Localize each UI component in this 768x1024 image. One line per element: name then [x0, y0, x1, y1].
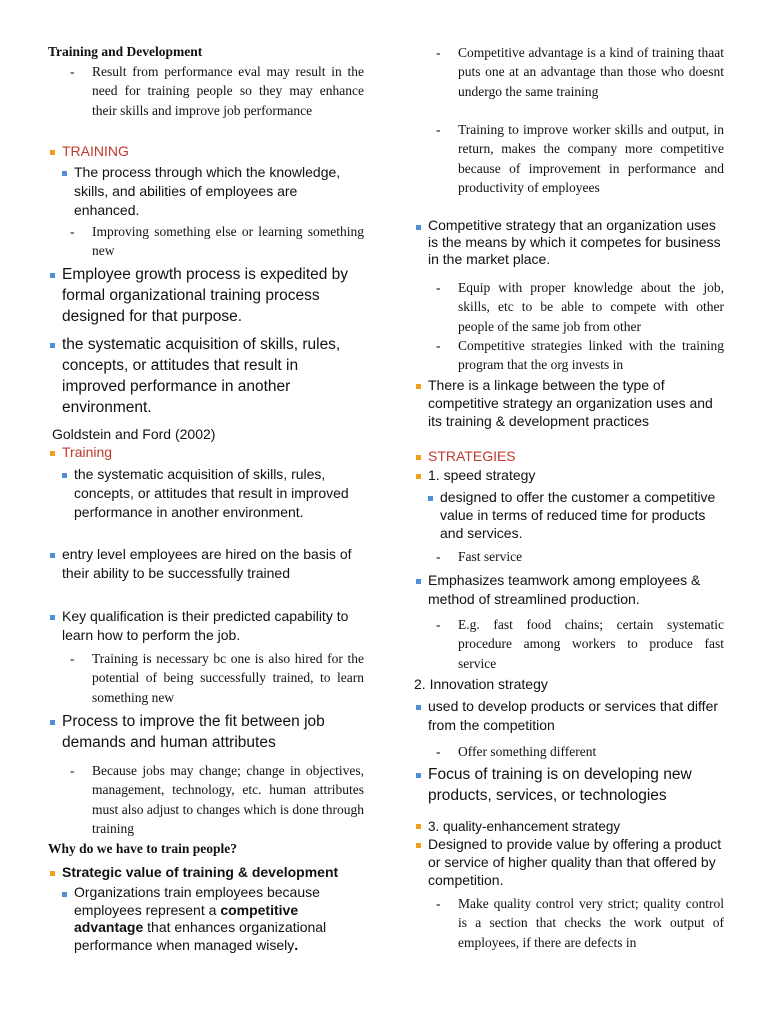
org-text-post: that enhances organizational performance when managed wisely: [74, 919, 327, 953]
systematic-text: the systematic acquisition of skills, rules, concepts, or attitudes that result in improved performance in another environment.: [62, 336, 341, 416]
training-label: TRAINING: [62, 143, 129, 159]
bullet-growth: [48, 264, 364, 327]
blue-square-bullet-icon: [62, 171, 67, 176]
dash-item: - Because jobs may change; change in objectives, management, technology, etc. human attributes must also adjust to changes which is done through training: [48, 761, 364, 838]
strategic-value-text: Strategic value of training & development: [62, 864, 339, 880]
blue-square-bullet-icon: [416, 705, 421, 710]
entry-level-text: entry level employees are hired on the basis of their ability to be successfully trained: [62, 546, 352, 581]
bullet-training: [48, 142, 364, 161]
org-text-bold: competitive advantage: [74, 901, 299, 935]
bullet-quality-description: [414, 835, 724, 889]
systematic-text-2: the systematic acquisition of skills, rules, concepts, or attitudes that result in improved performance in another environment.: [74, 466, 349, 520]
bullet-focus: [414, 764, 724, 806]
training-definition: The process through which the knowledge, skills, and abilities of employees are enhanced.: [74, 164, 341, 218]
teamwork-text: Emphasizes teamwork among employees & method of streamlined production.: [428, 572, 701, 607]
bullet-training-2: [48, 443, 364, 462]
bullet-organizations: [48, 884, 364, 954]
blue-square-bullet-icon: [416, 773, 421, 778]
dash-item: - Improving something else or learning something new: [48, 222, 364, 261]
dash-item: - Training is necessary bc one is also hired for the potential of being successfully trained, to learn something new: [48, 649, 364, 707]
bullet-process: [48, 711, 364, 753]
process-text: Process to improve the fit between job demands and human attributes: [62, 713, 325, 751]
strategies-label: STRATEGIES: [428, 448, 516, 464]
quality-strategy-text: 3. quality-enhancement strategy: [428, 819, 621, 834]
blue-square-bullet-icon: [416, 225, 421, 230]
speed-strategy-text: 1. speed strategy: [428, 467, 536, 483]
bullet-training-definition: [48, 163, 364, 220]
bullet-systematic-2: [48, 465, 364, 522]
bullet-entry-level: [48, 545, 364, 583]
orange-square-bullet-icon: [50, 451, 55, 456]
citation: Goldstein and Ford (2002): [52, 426, 216, 442]
why-heading: Why do we have to train people?: [48, 841, 237, 856]
speed-description-text: designed to offer the customer a competitive value in terms of reduced time for products and services.: [440, 489, 716, 541]
dash-item: - Competitive strategies linked with the training program that the org invests in: [414, 336, 724, 375]
orange-square-bullet-icon: [416, 824, 421, 829]
dash-item: - Make quality control very strict; quality control is a section that checks the work output of employees, if there are defects in: [414, 894, 724, 952]
orange-square-bullet-icon: [416, 474, 421, 479]
blue-square-bullet-icon: [50, 720, 55, 725]
section-title: Training and Development: [48, 44, 203, 59]
orange-square-bullet-icon: [50, 150, 55, 155]
blue-square-bullet-icon: [428, 496, 433, 501]
growth-text: Employee growth process is expedited by formal organizational training process designed for that purpose.: [62, 266, 349, 325]
innovation-description-text: used to develop products or services that differ from the competition: [428, 698, 719, 733]
linkage-text: There is a linkage between the type of competitive strategy an organization uses and its training & development practices: [428, 377, 713, 429]
bullet-key-qualification: [48, 607, 364, 645]
bullet-quality-strategy: [414, 817, 724, 836]
dash-item: - Competitive advantage is a kind of training thaat puts one at an advantage than those who doesnt undergo the same training: [414, 43, 724, 101]
blue-square-bullet-icon: [62, 892, 67, 897]
innovation-strategy: 2. Innovation strategy: [414, 676, 548, 692]
blue-square-bullet-icon: [50, 343, 55, 348]
bullet-systematic: [48, 334, 364, 418]
blue-square-bullet-icon: [62, 473, 67, 478]
blue-square-bullet-icon: [416, 579, 421, 584]
orange-square-bullet-icon: [50, 871, 55, 876]
key-qualification-text: Key qualification is their predicted capability to learn how to perform the job.: [62, 608, 349, 643]
org-text-dot: .: [294, 936, 299, 953]
bullet-strategies: [414, 447, 724, 466]
training-label-2: Training: [62, 444, 113, 460]
bullet-teamwork: [414, 571, 724, 609]
bullet-strategic-value: [48, 863, 364, 882]
quality-description-text: Designed to provide value by offering a product or service of higher quality than that offered by competition.: [428, 836, 722, 888]
dash-item: - Fast service: [414, 547, 724, 566]
orange-square-bullet-icon: [416, 455, 421, 460]
blue-square-bullet-icon: [50, 553, 55, 558]
bullet-innovation-description: [414, 697, 724, 735]
dash-item: - Equip with proper knowledge about the job, skills, etc to be able to compete with other people of the same job from other: [414, 278, 724, 336]
competitive-strategy-text: Competitive strategy that an organization uses is the means by which it competes for business in the market place.: [428, 217, 721, 267]
dash-item: - E.g. fast food chains; certain systematic procedure among workers to produce fast service: [414, 615, 724, 673]
dash-item: - Result from performance eval may result in the need for training people so they may enhance their skills and improve job performance: [48, 62, 364, 120]
bullet-speed-strategy: [414, 466, 724, 485]
bullet-linkage: [414, 376, 724, 430]
bullet-speed-description: [414, 488, 724, 542]
orange-square-bullet-icon: [416, 384, 421, 389]
orange-square-bullet-icon: [416, 843, 421, 848]
blue-square-bullet-icon: [50, 273, 55, 278]
bullet-competitive-strategy: [414, 217, 724, 268]
focus-text: Focus of training is on developing new products, services, or technologies: [428, 766, 692, 804]
dash-item: - Training to improve worker skills and output, in return, makes the company more competitive because of improvement in performance and productivity of employees: [414, 120, 724, 197]
org-text-pre: Organizations train employees because employees represent a: [74, 884, 320, 918]
blue-square-bullet-icon: [50, 615, 55, 620]
dash-item: - Offer something different: [414, 742, 724, 761]
